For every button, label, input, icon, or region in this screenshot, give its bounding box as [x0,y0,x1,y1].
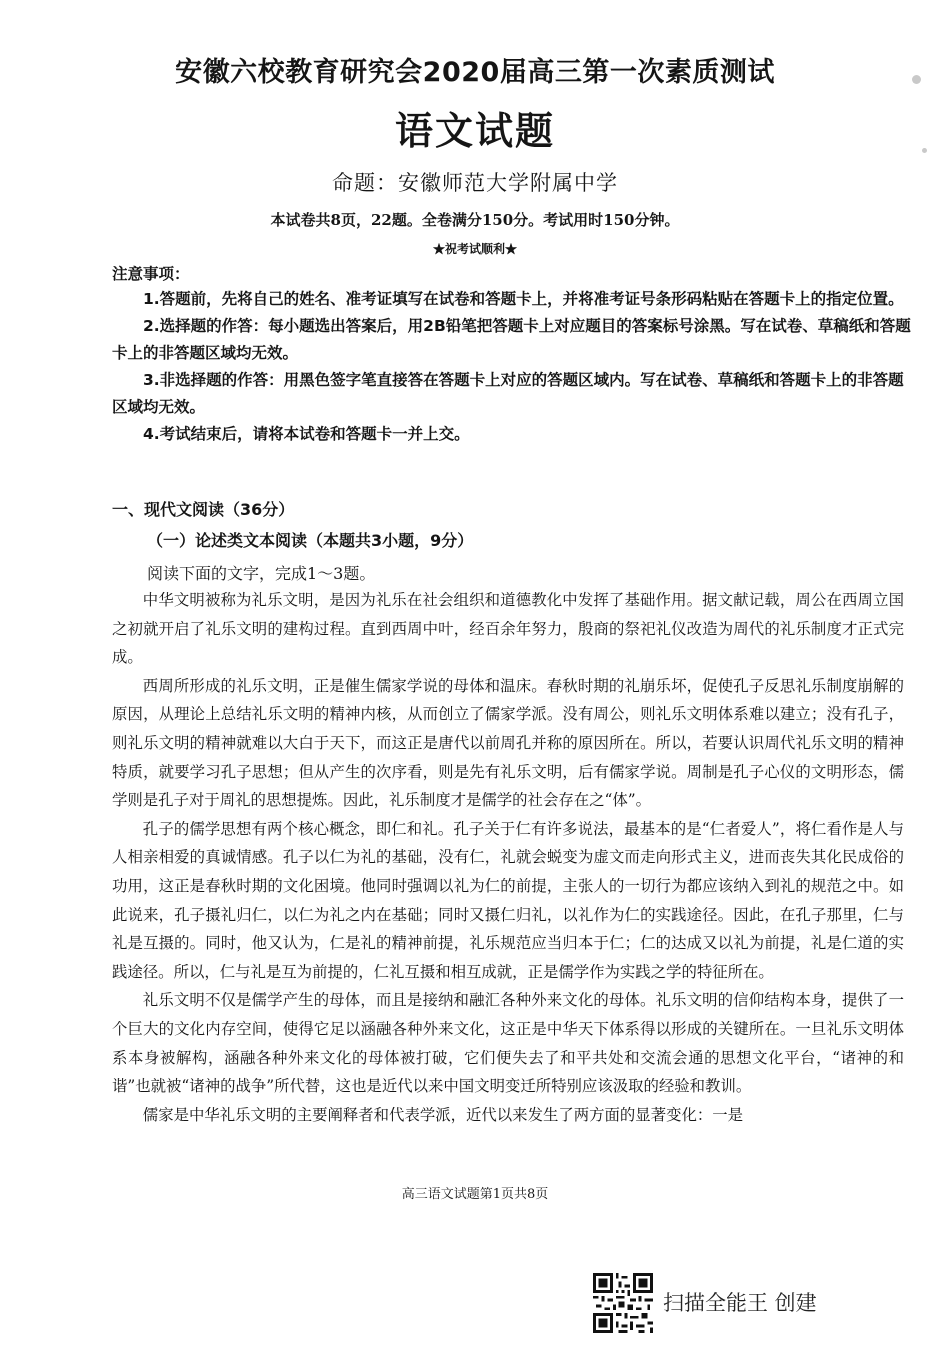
notes-item: 3.非选择题的作答：用黑色签字笔直接答在答题卡上对应的答题区域内。写在试卷、草稿纸和答题卡上的非答题区域均无效。 [112,371,904,416]
reading-passage [112,586,904,1129]
qr-code-icon [593,1273,653,1333]
passage-paragraph: 孔子的儒学思想有两个核心概念，即仁和礼。孔子关于仁有许多说法，最基本的是“仁者爱人”，将仁看作是人与人相亲相爱的真诚情感。孔子以仁为礼的基础，没有仁，礼就会蜕变为虚文而走向形式主义，进而丧失其化民成俗的功用，这正是春秋时期的文化困境。他同时强调以礼为仁的前提，主张人的一切行为都应该纳入到礼的规范之中。如此说来，孔子摄礼归仁，以仁为礼之内在基础；同时又摄仁归礼，以礼作为仁的实践途径。因此，在孔子那里，仁与礼是互摄的。同时，他又认为，仁是礼的精神前提，礼乐规范应当归本于仁；仁的达成又以礼为前提，礼是仁道的实践途径。所以，仁与礼是互为前提的，仁礼互摄和相互成就，正是儒学作为实践之学的特征所在。 [112,819,904,981]
section-heading: 一、现代文阅读（36分） [112,500,295,519]
notes-block [112,262,912,448]
paper-info: 本试卷共8页，22题。全卷满分150分。考试用时150分钟。 [270,211,680,229]
author-line: 命题：安徽师范大学附属中学 [332,171,618,195]
passage-paragraph: 西周所形成的礼乐文明，正是催生儒家学说的母体和温床。春秋时期的礼崩乐坏，促使孔子反思礼乐制度崩解的原因，从理论上总结礼乐文明的精神内核，从而创立了儒家学派。没有周公，则礼乐文明体系难以建立；没有孔子，则礼乐文明的精神就难以大白于天下，而这正是唐代以前周孔并称的原因所在。所以，若要认识周代礼乐文明的精神特质，就要学习孔子思想；但从产生的次序看，则是先有礼乐文明，后有儒家学说。周制是孔子心仪的文明形态，儒学则是孔子对于周礼的思想提炼。因此，礼乐制度才是儒学的社会存在之“体”。 [112,676,904,810]
notes-item: 2.选择题的作答：每小题选出答案后，用2B铅笔把答题卡上对应题目的答案标号涂黑。写在试卷、草稿纸和答题卡上的非答题区域均无效。 [112,317,911,362]
notes-item: 1.答题前，先将自己的姓名、准考证填写在试卷和答题卡上，并将准考证号条形码粘贴在答题卡上的指定位置。 [143,290,904,308]
notes-item: 4.考试结束后，请将本试卷和答题卡一并上交。 [143,425,470,443]
passage-paragraph: 礼乐文明不仅是儒学产生的母体，而且是接纳和融汇各种外来文化的母体。礼乐文明的信仰结构本身，提供了一个巨大的文化内存空间，使得它足以涵融各种外来文化，这正是中华天下体系得以形成的关键所在。一旦礼乐文明体系本身被解构，涵融各种外来文化的母体被打破，它们便失去了和平共处和交流会通的思想文化平台，“诸神的和谐”也就被“诸神的战争”所代替，这也是近代以来中国文明变迁所特别应该汲取的经验和教训。 [112,991,904,1096]
scanner-watermark: 扫描全能王 创建 [663,1291,817,1315]
subsection-heading: （一）论述类文本阅读（本题共3小题，9分） [147,531,474,550]
blessing-line: ★祝考试顺利★ [432,242,517,256]
passage-paragraph: 中华文明被称为礼乐文明，是因为礼乐在社会组织和道德教化中发挥了基础作用。据文献记载，周公在西周立国之初就开启了礼乐文明的建构过程。直到西周中叶，经百余年努力，殷商的祭祀礼仪改造为周代的礼乐制度才正式完成。 [112,591,904,667]
exam-title: 安徽六校教育研究会2020届高三第一次素质测试 [175,57,775,88]
reading-instruction: 阅读下面的文字，完成1～3题。 [147,564,376,583]
passage-paragraph: 儒家是中华礼乐文明的主要阐释者和代表学派，近代以来发生了两方面的显著变化：一是 [142,1105,744,1124]
page-footer: 高三语文试题第1页共8页 [401,1187,549,1202]
subject-title: 语文试题 [394,108,555,153]
notes-title: 注意事项： [112,265,190,283]
